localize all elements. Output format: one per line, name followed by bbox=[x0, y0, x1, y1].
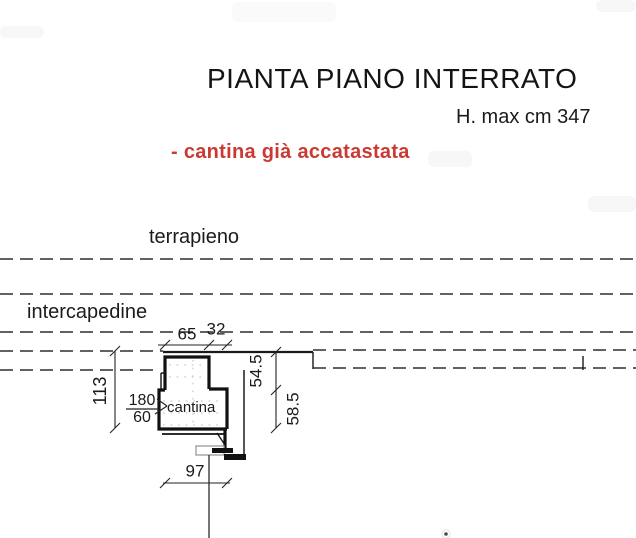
lower-step-detail bbox=[196, 446, 246, 538]
dim-right-lower: 58.5 bbox=[283, 392, 303, 426]
label-intercapedine: intercapedine bbox=[27, 301, 148, 323]
scan-speck bbox=[442, 530, 450, 538]
cadastre-note: - cantina già accatastata bbox=[171, 141, 410, 163]
max-height-note: H. max cm 347 bbox=[456, 106, 591, 128]
dim-left-height: 113 bbox=[90, 376, 110, 406]
dim-top-left: 65 bbox=[177, 324, 197, 344]
page-title: PIANTA PIANO INTERRATO bbox=[207, 63, 578, 94]
dim-bottom-width: 97 bbox=[185, 461, 205, 481]
label-terrapieno: terrapieno bbox=[149, 226, 240, 248]
dim-opening-width: 180 bbox=[128, 392, 156, 409]
dim-top-right: 32 bbox=[206, 319, 226, 339]
label-cantina-room: cantina bbox=[167, 399, 216, 416]
dim-right-upper: 54.5 bbox=[246, 354, 266, 388]
dim-opening-height: 60 bbox=[133, 409, 151, 426]
